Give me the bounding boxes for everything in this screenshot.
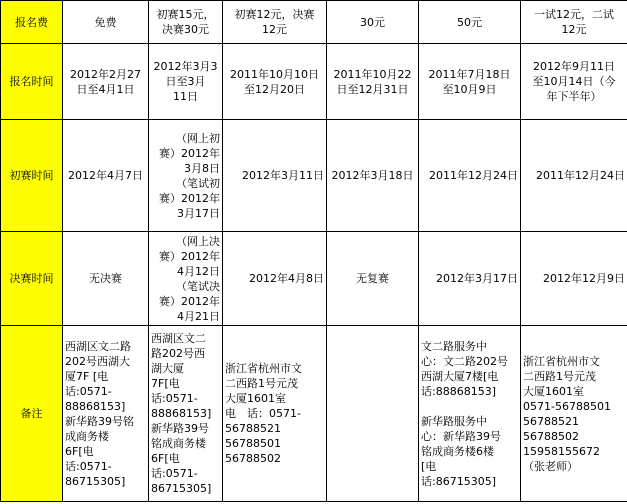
row-fee <box>1 1 627 44</box>
fee-cell: 初赛15元， 决赛30元 <box>149 1 223 44</box>
final-cell: 无复赛 <box>327 232 419 326</box>
prelim-cell: 2011年12月24日 <box>419 120 521 232</box>
fee-cell: 初赛12元，决赛 12元 <box>223 1 327 44</box>
note-cell: 西湖区文二 路202号西 湖大厦 7F[电 话:0571- 88868153] 新华路39号 铭成商务楼 6F[电 话:0571- 86715305] <box>149 326 223 502</box>
final-cell: 2012年12月9日 <box>521 232 627 326</box>
note-cell: 浙江省杭州市文 二西路1号元茂 大厦1601室 0571-56788501 56788521 56788502 15958155672 （张老师） <box>521 326 627 502</box>
prelim-cell: 2011年12月24日 <box>521 120 627 232</box>
fee-cell: 30元 <box>327 1 419 44</box>
registration-cell: 2012年2月27 日至4月1日 <box>63 44 149 120</box>
final-cell: （网上决 赛）2012年 4月12日 （笔试决 赛）2012年 4月21日 <box>149 232 223 326</box>
row-final-time <box>1 232 627 326</box>
fee-cell: 免费 <box>63 1 149 44</box>
note-cell: 文二路服务中 心：文二路202号 西湖大厦7楼[电 话:88868153] 新华路服务中 心：新华路39号 铭成商务楼6楼 [电 话:86715305] <box>419 326 521 502</box>
row-prelim-time <box>1 120 627 232</box>
header-prelim-time: 初赛时间 <box>1 120 63 232</box>
registration-cell: 2011年10月22 日至12月31日 <box>327 44 419 120</box>
registration-cell: 2011年10月10日 至12月20日 <box>223 44 327 120</box>
header-final-time: 决赛时间 <box>1 232 63 326</box>
row-notes <box>1 326 627 502</box>
fee-cell: 50元 <box>419 1 521 44</box>
registration-cell: 2011年7月18日 至10月9日 <box>419 44 521 120</box>
header-registration-time: 报名时间 <box>1 44 63 120</box>
fee-cell: 一试12元，二试 12元 <box>521 1 627 44</box>
final-cell: 2012年4月8日 <box>223 232 327 326</box>
note-cell: 西湖区文二路 202号西湖大 厦7F [电 话:0571- 88868153] 新华路39号铭 成商务楼 6F[电 话:0571- 86715305] <box>63 326 149 502</box>
note-cell: 浙江省杭州市文 二西路1号元茂 大厦1601室 电 话：0571- 56788521 56788501 56788502 <box>223 326 327 502</box>
header-notes: 备注 <box>1 326 63 502</box>
final-cell: 无决赛 <box>63 232 149 326</box>
prelim-cell: （网上初 赛）2012年 3月8日 （笔试初 赛）2012年 3月17日 <box>149 120 223 232</box>
prelim-cell: 2012年3月18日 <box>327 120 419 232</box>
note-cell <box>327 326 419 502</box>
row-registration-time <box>1 44 627 120</box>
final-cell: 2012年3月17日 <box>419 232 521 326</box>
header-fee: 报名费 <box>1 1 63 44</box>
prelim-cell: 2012年4月7日 <box>63 120 149 232</box>
prelim-cell: 2012年3月11日 <box>223 120 327 232</box>
registration-cell: 2012年3月3 日至3月 11日 <box>149 44 223 120</box>
registration-cell: 2012年9月11日 至10月14日（今 年下半年） <box>521 44 627 120</box>
